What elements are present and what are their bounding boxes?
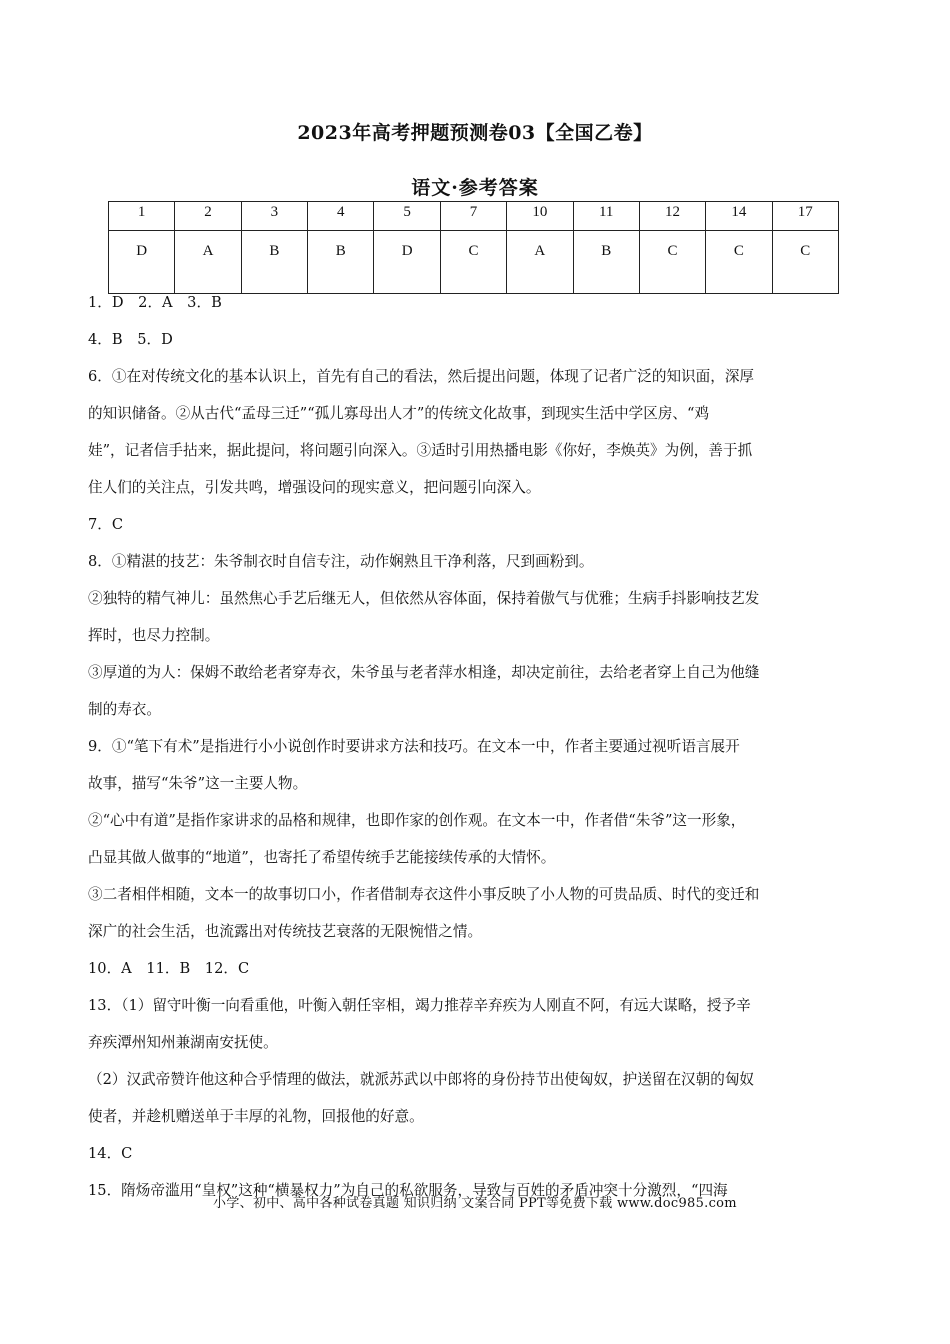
answer-line: 制的寿衣。 [88,701,161,718]
answer-line: 9．①“笔下有术”是指进行小小说创作时要讲求方法和技巧。在文本一中，作者主要通过视听语言展开 [88,738,740,755]
page-footer: 小学、初中、高中各种试卷真题 知识归纳 文案合同 PPT等免费下载 www.doc985.com [213,1196,737,1211]
answer-cell: D [374,231,440,294]
question-number-cell: 10 [507,202,573,231]
answer-line: 凸显其做人做事的“地道”，也寄托了希望传统手艺能接续传承的大情怀。 [88,849,556,866]
answer-table-question-row [109,202,839,231]
document-title: 2023年高考押题预测卷03【全国乙卷】 [297,122,653,144]
answer-cell: B [241,231,307,294]
question-number-cell: 1 [109,202,175,231]
question-number-cell: 3 [241,202,307,231]
question-number-cell: 11 [573,202,639,231]
answer-line: 15．隋炀帝滥用“皇权”这种“横暴权力”为自己的私欲服务，导致与百姓的矛盾冲突十分激烈，“四海 [88,1182,728,1199]
answer-line: （2）汉武帝赞许他这种合乎情理的做法，就派苏武以中郎将的身份持节出使匈奴，护送留在汉朝的匈奴 [88,1071,755,1088]
answer-cell: C [440,231,506,294]
answer-line: 7．C [88,516,124,533]
answer-cell: B [573,231,639,294]
answer-cell: C [639,231,705,294]
question-number-cell: 2 [175,202,241,231]
answer-line: 住人们的关注点，引发共鸣，增强设问的现实意义，把问题引向深入。 [88,479,541,496]
question-number-cell: 5 [374,202,440,231]
answer-cell: A [175,231,241,294]
answer-cell: C [772,231,838,294]
answer-line: 14．C [88,1145,133,1162]
answer-line: 弃疾潭州知州兼湖南安抚使。 [88,1034,278,1051]
answer-explanations [88,284,860,1209]
answer-line: ③厚道的为人：保姆不敢给老者穿寿衣，朱爷虽与老者萍水相逢，却决定前往，去给老者穿上自己为他缝 [88,664,760,681]
answer-line: 深广的社会生活，也流露出对传统技艺衰落的无限惋惜之情。 [88,923,483,940]
answer-line: 娃”，记者信手拈来，据此提问，将问题引向深入。③适时引用热播电影《你好，李焕英》为例，善于抓 [88,442,753,459]
question-number-cell: 14 [706,202,772,231]
answer-table [108,201,839,294]
answer-line: ③二者相伴相随，文本一的故事切口小，作者借制寿衣这件小事反映了小人物的可贵品质、时代的变迁和 [88,886,760,903]
answer-line: 13．（1）留守叶衡一向看重他，叶衡入朝任宰相，竭力推荐辛弃疾为人刚直不阿，有远大谋略，授予辛 [88,997,751,1014]
answer-line: 1．D 2．A 3．B [88,294,222,311]
answer-line: 6．①在对传统文化的基本认识上，首先有自己的看法，然后提出问题，体现了记者广泛的知识面，深厚 [88,368,755,385]
answer-line: ②“心中有道”是指作家讲求的品格和规律，也即作家的创作观。在文本一中，作者借“朱爷”这一形象， [88,812,746,829]
answer-line: 的知识储备。②从古代“孟母三迁”“孤儿寡母出人才”的传统文化故事，到现实生活中学区房、“鸡 [88,405,710,422]
answer-line: ②独特的精气神儿：虽然焦心手艺后继无人，但依然从容体面，保持着傲气与优雅；生病手抖影响技艺发 [88,590,760,607]
answer-line: 使者，并趁机赠送单于丰厚的礼物，回报他的好意。 [88,1108,424,1125]
answer-cell: D [109,231,175,294]
question-number-cell: 12 [639,202,705,231]
answer-cell: A [507,231,573,294]
answer-line: 挥时，也尽力控制。 [88,627,220,644]
document-subtitle: 语文·参考答案 [411,177,539,199]
answer-line: 10．A 11．B 12．C [88,960,250,977]
answer-cell: B [308,231,374,294]
question-number-cell: 17 [772,202,838,231]
question-number-cell: 4 [308,202,374,231]
answer-cell: C [706,231,772,294]
answer-line: 4．B 5．D [88,331,173,348]
question-number-cell: 7 [440,202,506,231]
answer-line: 故事，描写“朱爷”这一主要人物。 [88,775,308,792]
answer-line: 8．①精湛的技艺：朱爷制衣时自信专注，动作娴熟且干净利落，尺到画粉到。 [88,553,594,570]
